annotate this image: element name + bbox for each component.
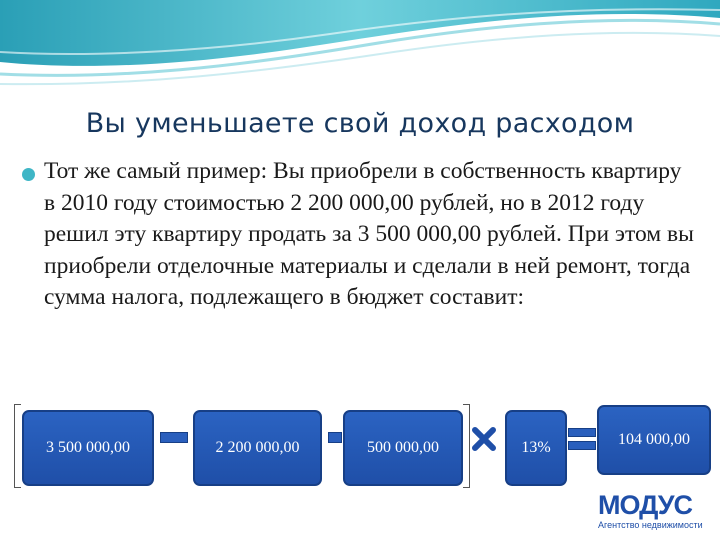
expenses-box — [343, 410, 463, 486]
sale-price-value: 3 500 000,00 — [46, 439, 130, 456]
sale-price-box — [22, 410, 154, 486]
slide-body-text: Тот же самый пример: Вы приобрели в собственность квартиру в 2010 году стоимостью 2 200 000,00 рублей, но в 2012 году решил эту квартиру продать за 3 500 000,00 рублей. При этом вы приобрели отделочные материалы и сделали в ней ремонт, тогда сумма налога, подлежащего в бюджет составит: — [44, 158, 694, 310]
rate-value: 13% — [521, 439, 551, 456]
expenses-value: 500 000,00 — [367, 439, 439, 456]
result-box — [597, 405, 711, 475]
purchase-price-value: 2 200 000,00 — [215, 439, 300, 456]
minus-icon — [328, 432, 342, 443]
rate-box — [505, 410, 567, 486]
multiply-icon — [471, 426, 497, 452]
bullet-icon — [22, 168, 35, 181]
left-bracket — [14, 404, 21, 488]
logo-subtitle: Агентство недвижимости — [598, 520, 703, 530]
slide-title: Вы уменьшаете свой доход расходом — [85, 108, 635, 139]
equals-icon — [568, 428, 594, 450]
right-bracket — [463, 404, 470, 488]
logo-wordmark: МОДУС — [598, 490, 692, 520]
purchase-price-box — [193, 410, 322, 486]
company-logo — [598, 490, 703, 532]
minus-icon — [160, 432, 188, 443]
result-value: 104 000,00 — [618, 431, 690, 448]
header-wave-decoration — [0, 0, 720, 100]
